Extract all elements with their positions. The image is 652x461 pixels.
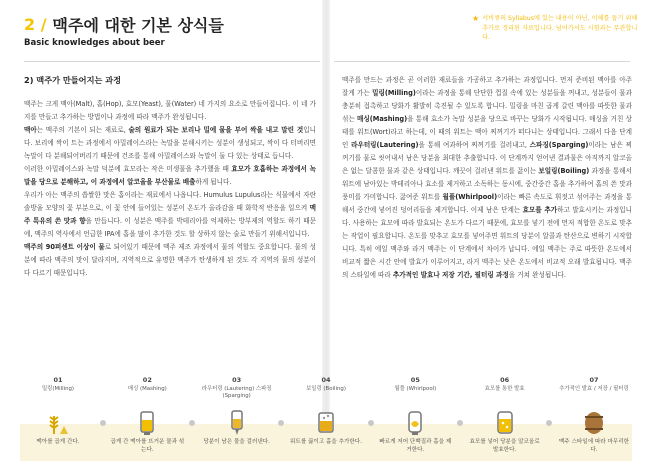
paragraph <box>24 98 316 124</box>
brewing-process-diagram <box>20 376 632 461</box>
mash-tank-icon <box>135 410 159 436</box>
step-description: 당분이 남은 물을 걸러낸다. <box>203 439 270 445</box>
step-label: 밀링(Milling) <box>41 386 75 392</box>
step-number: 07 <box>589 376 599 384</box>
step-description: 효모를 넣어 당분을 알코올로 발효한다. <box>469 439 540 453</box>
emphasis-text: 효모가 호흡하는 과정에서 녹말을 당으로 분해하고, 이 과정에서 알코올을 부산물로 배출 <box>24 165 316 186</box>
step-description: 빠르게 저어 단백질과 홉을 제거한다. <box>379 439 452 453</box>
paragraph <box>24 241 316 280</box>
process-step <box>288 376 364 445</box>
notice-box <box>472 14 642 43</box>
emphasis-text: 추가적인 발효나 저장 기간, 필터링 과정 <box>392 271 509 279</box>
body-text: 맥주는 크게 맥아(Malt), 홉(Hop), 효모(Yeast), 물(Water) 네 가지의 요소로 만들어집니다. 이 네 가지를 만들고 추가하는 방법이나 과정에 따라 맥주가 완성됩니다. <box>24 100 316 121</box>
paragraph <box>24 124 316 163</box>
whirlpool-tank-icon <box>403 410 427 436</box>
process-step <box>199 376 275 445</box>
body-text: 이라는 빠른 속도로 휘젓고 섞어주는 과정을 통해서 중간에 넣어진 덩어리들을 제거합니다. 이제 남은 단계는 <box>342 193 632 214</box>
body-text: 하고 발효시키는 과정입니다. 사용하는 효모에 따라 발효되는 온도가 다르기 때문에, 효모를 넣기 전에 먼저 적합한 온도로 맞추는 작업이 필요합니다. 온도를 맞추고 효모를 넣어주면 워트의 당분이 알콜과 탄산으로 변하기 시작합니다. 특히 에일 맥주와 라거 맥주는 이 단계에서 차이가 납니다. 에일 맥주는 주로 따뜻한 온도에서 비교적 짧은 시간 안에 발효가 이루어지고, 라거 맥주는 낮은 온도에서 비교적 오래 발효됩니다. 맥주의 스타일에 따라 <box>342 206 632 279</box>
fermenter-icon <box>493 410 517 436</box>
emphasis-text: 밀링(Milling) <box>372 89 416 97</box>
step-number: 02 <box>142 376 152 384</box>
step-description: 맥아를 곱게 간다. <box>36 439 80 445</box>
boil-kettle-icon <box>314 410 338 436</box>
lauter-tank-icon <box>225 410 249 436</box>
paragraph <box>24 163 316 189</box>
emphasis-text: 술의 원료가 되는 보리나 밀에 물을 부어 싹을 내고 말린 것 <box>128 126 304 134</box>
body-text: 을 거쳐 완성됩니다. <box>508 271 567 279</box>
emphasis-text: 매싱(Mashing) <box>357 115 408 123</box>
left-body-column <box>24 98 316 280</box>
step-number: 01 <box>53 376 63 384</box>
body-text: 이라는 과정을 통해 단단한 껍질 속에 있는 성분들을 꺼내고, 성분들이 물과 충분히 접촉하고 당화가 활발히 촉진될 수 있도록 합니다. 밀링을 마친 곱게 갈린 맥아를 따뜻한 물과 섞는 <box>342 89 632 123</box>
step-description: 맥주 스타일에 따라 마무리한다. <box>558 439 630 453</box>
body-text: 로 되어있기 때문에 맥주 제조 과정에서 물의 역할도 중요합니다. 물의 성분에 따라 맥주의 맛이 달라지며, 지역적으로 유명한 맥주가 탄생하게 된 것도 각 지역의 물의 성분이 다 다르기 때문입니다. <box>24 243 316 277</box>
divider-left <box>24 61 320 62</box>
step-label: 월풀 (Whirlpool) <box>394 386 437 392</box>
step-label: 보일링 (Boiling) <box>306 386 346 392</box>
process-step <box>467 376 543 453</box>
body-text: 우리가 아는 맥주의 씁쌀한 맛은 홉이라는 재료에서 나옵니다. Humulus Lupulus라는 식물에서 자란 솔방울 모양의 꽃 부분으로, 이 꽃 안에 들어있는 성분이 온도가 올라감을 때 화학적 반응을 일으켜 <box>24 191 316 212</box>
notice-text: 서비큐의 Syllabus에 있는 내용이 아닌, 이해를 돕기 위해 추가로 정리된 자료입니다. 넘어가셔도 시험과는 무관합니다. <box>482 15 638 41</box>
step-description: 워트를 끓이고 홉을 추가한다. <box>290 439 362 445</box>
process-step <box>377 376 453 453</box>
step-connector-dot <box>189 420 195 426</box>
wheat-icon <box>46 410 70 436</box>
body-text: 하게 됩니다. <box>195 178 232 186</box>
step-number: 04 <box>321 376 331 384</box>
body-text: 맥주를 만드는 과정은 곧 이러한 재료들을 가공하고 추가하는 과정입니다. 먼저 준비된 맥아를 아주 잘게 가는 <box>342 76 632 97</box>
body-text: 을 통해 효소가 녹말 성분을 당으로 바꾸는 당화가 시작됩니다. 매싱을 거친 상태를 워트(Wort)라고 하는데, 이 때의 워트는 맥아 찌꺼기가 떠다니는 상태입니다. 그래서 다음 단계인 <box>342 115 632 149</box>
paragraph <box>24 189 316 241</box>
step-label: 추가적인 발효 / 저장 / 필터링 <box>559 386 629 392</box>
body-text: 는 맥주의 기본이 되는 재료로, <box>36 126 129 134</box>
step-description: 곱게 간 맥아를 뜨거운 물과 섞는다. <box>110 439 185 453</box>
emphasis-text: 맥주 특유의 쓴 맛과 향 <box>24 204 316 225</box>
emphasis-text: 효모를 추가 <box>522 206 558 214</box>
chapter-subtitle: Basic knowledges about beer <box>24 38 165 48</box>
page-title <box>24 13 224 36</box>
step-label: 매싱 (Mashing) <box>127 386 167 392</box>
process-step <box>556 376 632 453</box>
step-connector-dot <box>368 420 374 426</box>
step-label: 라우터링 (Lautering) 스파징 (Sparging) <box>201 386 272 399</box>
section-heading: 2) 맥주가 만들어지는 과정 <box>24 75 122 85</box>
emphasis-text: 보일링(Boiling) <box>538 167 590 175</box>
divider-right <box>334 61 630 62</box>
step-label: 효모를 통한 발효 <box>484 386 525 392</box>
body-text: 입니다. 보리에 싹이 트는 과정에서 아밀레이스라는 녹말을 분해시키는 성분이 생성되고, 싹이 다 터버리면 녹말이 다 분해되어버리기 때문에 건조를 통해 아밀레이스와 녹말이 둘 다 있는 상태로 듭니다. <box>24 126 316 160</box>
step-number: 05 <box>410 376 420 384</box>
star-icon: ★ <box>472 14 480 23</box>
emphasis-text: 맥주의 90퍼센트 이상이 물 <box>24 243 105 251</box>
paragraph <box>342 74 632 282</box>
body-text: 이러한 아밀레이스와 녹말 덕분에 효모라는 작은 미생물을 추가했을 때 <box>24 165 232 173</box>
process-step <box>109 376 185 453</box>
chapter-number: 2 / <box>24 15 47 34</box>
step-connector-dot <box>457 420 463 426</box>
process-step <box>20 376 96 445</box>
emphasis-text: 맥아 <box>24 126 37 134</box>
body-text: 과정을 통해서 워트에 남아있는 박테리아나 효소를 제거하고 소독하는 동시에, 중간중간 홉을 추가하여 홉의 쓴 맛과 풍미를 가미합니다. 끓여준 워트를 <box>342 167 632 201</box>
chapter-title: 맥주에 대한 기본 상식들 <box>52 16 224 35</box>
step-number: 06 <box>500 376 510 384</box>
barrel-icon <box>582 410 606 436</box>
emphasis-text: 월풀(Whirlpool) <box>442 193 498 201</box>
step-number: 03 <box>232 376 242 384</box>
body-text: 이라는 남은 찌꺼기를 물로 씻어내서 남은 당분을 최대한 추출합니다. 이 단계까지 얻어낸 결과물은 아직까지 알코올은 없는 달콤한 물과 같은 상태입니다. 깨끗이 걸러낸 워트를 끓이는 <box>342 141 632 175</box>
emphasis-text: 스파징(Sparging) <box>529 141 589 149</box>
body-text: 을 만듭니다. 이 성분은 맥주를 박테리아를 억제하는 방부제의 역할도 하기 때문에, 맥주의 역사에서 언급한 IPA에 홉을 많이 추가한 것도 할 상하지 않는 술로 만들기 위해서입니다. <box>24 217 316 238</box>
right-body-column <box>342 74 632 282</box>
body-text: 을 통해 여과하여 찌꺼기를 걸러내고, <box>418 141 530 149</box>
step-connector-dot <box>100 420 106 426</box>
emphasis-text: 라우터링(Lautering) <box>351 141 419 149</box>
